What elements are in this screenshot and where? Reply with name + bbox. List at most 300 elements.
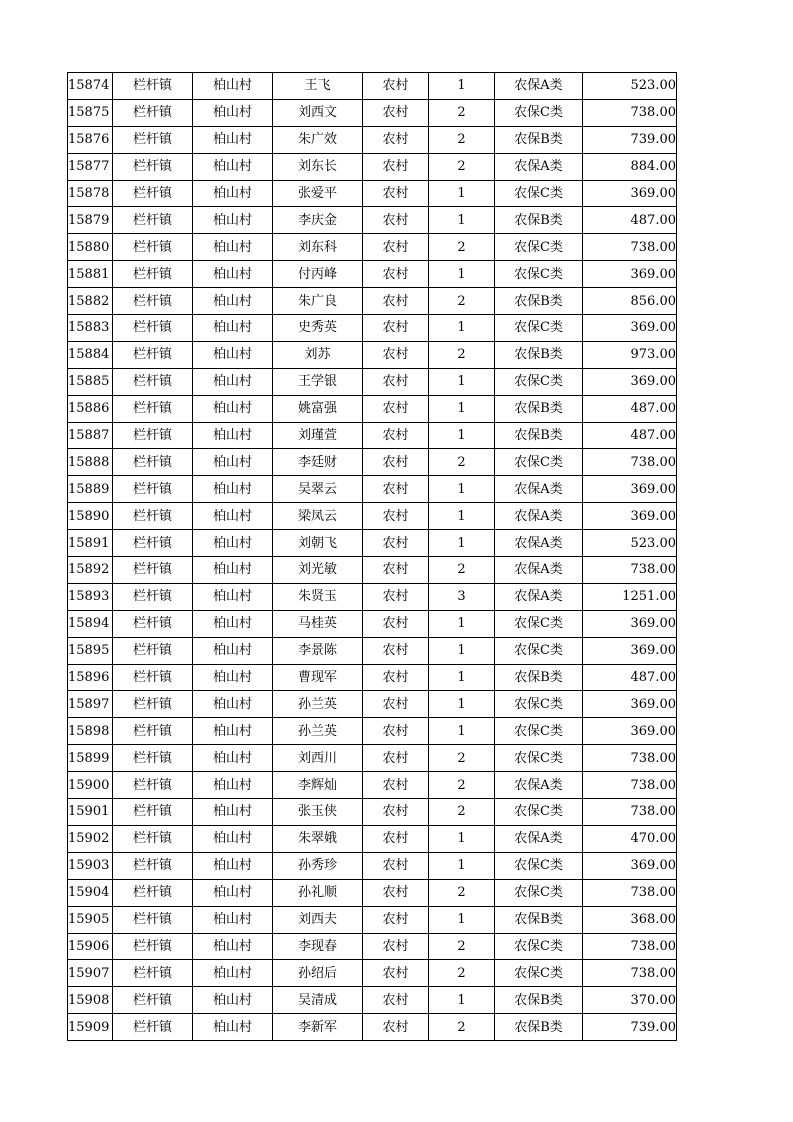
cell-name: 刘光敏 — [273, 557, 363, 584]
cell-record-id: 15903 — [68, 852, 113, 879]
cell-town: 栏杆镇 — [113, 906, 193, 933]
table-row — [68, 422, 677, 449]
cell-record-id: 15908 — [68, 987, 113, 1014]
cell-record-id: 15902 — [68, 825, 113, 852]
cell-amount: 470.00 — [583, 825, 677, 852]
cell-household-type: 农村 — [363, 126, 429, 153]
table-row — [68, 341, 677, 368]
cell-amount: 739.00 — [583, 1014, 677, 1041]
cell-household-type: 农村 — [363, 825, 429, 852]
cell-name: 梁凤云 — [273, 503, 363, 530]
cell-household-type: 农村 — [363, 637, 429, 664]
table-row — [68, 1014, 677, 1041]
cell-household-type: 农村 — [363, 73, 429, 100]
cell-category: 农保A类 — [495, 73, 583, 100]
cell-category: 农保B类 — [495, 1014, 583, 1041]
cell-household-type: 农村 — [363, 261, 429, 288]
cell-amount: 487.00 — [583, 207, 677, 234]
cell-town: 栏杆镇 — [113, 449, 193, 476]
cell-person-count: 1 — [429, 180, 495, 207]
cell-household-type: 农村 — [363, 180, 429, 207]
cell-person-count: 2 — [429, 772, 495, 799]
cell-amount: 369.00 — [583, 503, 677, 530]
cell-amount: 369.00 — [583, 261, 677, 288]
cell-name: 李庆金 — [273, 207, 363, 234]
cell-category: 农保B类 — [495, 987, 583, 1014]
cell-village: 柏山村 — [193, 476, 273, 503]
cell-village: 柏山村 — [193, 288, 273, 315]
cell-amount: 884.00 — [583, 153, 677, 180]
cell-village: 柏山村 — [193, 987, 273, 1014]
cell-village: 柏山村 — [193, 557, 273, 584]
cell-amount: 368.00 — [583, 906, 677, 933]
cell-household-type: 农村 — [363, 933, 429, 960]
cell-record-id: 15895 — [68, 637, 113, 664]
cell-village: 柏山村 — [193, 852, 273, 879]
cell-category: 农保C类 — [495, 879, 583, 906]
cell-household-type: 农村 — [363, 368, 429, 395]
table-row — [68, 180, 677, 207]
cell-name: 孙礼顺 — [273, 879, 363, 906]
cell-category: 农保C类 — [495, 449, 583, 476]
table-row — [68, 799, 677, 826]
cell-category: 农保C类 — [495, 933, 583, 960]
cell-category: 农保C类 — [495, 234, 583, 261]
cell-name: 王飞 — [273, 73, 363, 100]
cell-village: 柏山村 — [193, 933, 273, 960]
cell-record-id: 15876 — [68, 126, 113, 153]
cell-person-count: 1 — [429, 476, 495, 503]
cell-household-type: 农村 — [363, 234, 429, 261]
cell-name: 刘朝飞 — [273, 530, 363, 557]
cell-category: 农保C类 — [495, 180, 583, 207]
cell-name: 刘西川 — [273, 745, 363, 772]
table-row — [68, 315, 677, 342]
table-row — [68, 557, 677, 584]
table-row — [68, 288, 677, 315]
cell-village: 柏山村 — [193, 825, 273, 852]
cell-household-type: 农村 — [363, 987, 429, 1014]
cell-category: 农保B类 — [495, 341, 583, 368]
cell-category: 农保A类 — [495, 825, 583, 852]
cell-category: 农保B类 — [495, 422, 583, 449]
table-row — [68, 449, 677, 476]
cell-amount: 369.00 — [583, 476, 677, 503]
cell-category: 农保A类 — [495, 153, 583, 180]
cell-person-count: 2 — [429, 126, 495, 153]
cell-category: 农保B类 — [495, 395, 583, 422]
cell-amount: 369.00 — [583, 691, 677, 718]
cell-amount: 487.00 — [583, 395, 677, 422]
cell-town: 栏杆镇 — [113, 153, 193, 180]
cell-record-id: 15904 — [68, 879, 113, 906]
cell-name: 姚富强 — [273, 395, 363, 422]
cell-household-type: 农村 — [363, 772, 429, 799]
table-row — [68, 879, 677, 906]
table-row — [68, 745, 677, 772]
cell-village: 柏山村 — [193, 73, 273, 100]
cell-person-count: 2 — [429, 99, 495, 126]
cell-category: 农保A类 — [495, 530, 583, 557]
cell-record-id: 15892 — [68, 557, 113, 584]
cell-category: 农保C类 — [495, 745, 583, 772]
cell-household-type: 农村 — [363, 557, 429, 584]
cell-amount: 738.00 — [583, 799, 677, 826]
records-table — [67, 72, 677, 1041]
cell-household-type: 农村 — [363, 530, 429, 557]
cell-name: 付丙峰 — [273, 261, 363, 288]
cell-category: 农保B类 — [495, 288, 583, 315]
cell-name: 孙兰英 — [273, 691, 363, 718]
cell-amount: 369.00 — [583, 637, 677, 664]
cell-record-id: 15893 — [68, 583, 113, 610]
cell-amount: 738.00 — [583, 234, 677, 261]
cell-person-count: 1 — [429, 395, 495, 422]
cell-record-id: 15886 — [68, 395, 113, 422]
cell-record-id: 15888 — [68, 449, 113, 476]
cell-town: 栏杆镇 — [113, 610, 193, 637]
cell-name: 刘西夫 — [273, 906, 363, 933]
cell-name: 张爱平 — [273, 180, 363, 207]
cell-category: 农保C类 — [495, 691, 583, 718]
cell-person-count: 2 — [429, 557, 495, 584]
cell-village: 柏山村 — [193, 422, 273, 449]
table-row — [68, 691, 677, 718]
cell-category: 农保C类 — [495, 852, 583, 879]
cell-record-id: 15907 — [68, 960, 113, 987]
table-row — [68, 718, 677, 745]
cell-category: 农保B类 — [495, 207, 583, 234]
cell-record-id: 15890 — [68, 503, 113, 530]
cell-record-id: 15877 — [68, 153, 113, 180]
cell-name: 孙秀珍 — [273, 852, 363, 879]
cell-household-type: 农村 — [363, 852, 429, 879]
cell-category: 农保A类 — [495, 583, 583, 610]
cell-person-count: 1 — [429, 987, 495, 1014]
cell-person-count: 1 — [429, 718, 495, 745]
cell-town: 栏杆镇 — [113, 825, 193, 852]
cell-category: 农保A类 — [495, 476, 583, 503]
cell-town: 栏杆镇 — [113, 933, 193, 960]
cell-name: 刘东科 — [273, 234, 363, 261]
cell-person-count: 1 — [429, 691, 495, 718]
cell-record-id: 15898 — [68, 718, 113, 745]
cell-village: 柏山村 — [193, 583, 273, 610]
cell-record-id: 15878 — [68, 180, 113, 207]
cell-amount: 369.00 — [583, 315, 677, 342]
cell-category: 农保A类 — [495, 503, 583, 530]
cell-town: 栏杆镇 — [113, 207, 193, 234]
cell-record-id: 15882 — [68, 288, 113, 315]
cell-person-count: 1 — [429, 368, 495, 395]
table-row — [68, 852, 677, 879]
cell-amount: 738.00 — [583, 99, 677, 126]
cell-amount: 738.00 — [583, 772, 677, 799]
table-row — [68, 772, 677, 799]
cell-town: 栏杆镇 — [113, 73, 193, 100]
cell-name: 刘西文 — [273, 99, 363, 126]
cell-village: 柏山村 — [193, 745, 273, 772]
cell-town: 栏杆镇 — [113, 126, 193, 153]
cell-town: 栏杆镇 — [113, 503, 193, 530]
cell-household-type: 农村 — [363, 449, 429, 476]
cell-village: 柏山村 — [193, 664, 273, 691]
cell-household-type: 农村 — [363, 799, 429, 826]
cell-name: 刘苏 — [273, 341, 363, 368]
cell-amount: 523.00 — [583, 73, 677, 100]
cell-category: 农保A类 — [495, 557, 583, 584]
cell-record-id: 15894 — [68, 610, 113, 637]
table-row — [68, 207, 677, 234]
cell-village: 柏山村 — [193, 960, 273, 987]
cell-village: 柏山村 — [193, 153, 273, 180]
cell-record-id: 15891 — [68, 530, 113, 557]
cell-town: 栏杆镇 — [113, 261, 193, 288]
cell-person-count: 1 — [429, 73, 495, 100]
cell-name: 刘瑾萱 — [273, 422, 363, 449]
cell-town: 栏杆镇 — [113, 745, 193, 772]
cell-household-type: 农村 — [363, 207, 429, 234]
cell-town: 栏杆镇 — [113, 852, 193, 879]
cell-village: 柏山村 — [193, 503, 273, 530]
cell-person-count: 1 — [429, 906, 495, 933]
cell-town: 栏杆镇 — [113, 530, 193, 557]
cell-household-type: 农村 — [363, 503, 429, 530]
cell-amount: 369.00 — [583, 610, 677, 637]
cell-person-count: 1 — [429, 852, 495, 879]
table-row — [68, 73, 677, 100]
table-row — [68, 153, 677, 180]
table-row — [68, 933, 677, 960]
cell-record-id: 15887 — [68, 422, 113, 449]
table-row — [68, 987, 677, 1014]
cell-person-count: 2 — [429, 799, 495, 826]
cell-category: 农保C类 — [495, 718, 583, 745]
cell-town: 栏杆镇 — [113, 691, 193, 718]
cell-record-id: 15909 — [68, 1014, 113, 1041]
cell-amount: 369.00 — [583, 368, 677, 395]
cell-household-type: 农村 — [363, 745, 429, 772]
cell-category: 农保B类 — [495, 126, 583, 153]
cell-town: 栏杆镇 — [113, 341, 193, 368]
cell-category: 农保A类 — [495, 772, 583, 799]
cell-amount: 856.00 — [583, 288, 677, 315]
cell-village: 柏山村 — [193, 368, 273, 395]
cell-person-count: 1 — [429, 207, 495, 234]
cell-name: 马桂英 — [273, 610, 363, 637]
cell-person-count: 1 — [429, 261, 495, 288]
cell-amount: 738.00 — [583, 879, 677, 906]
cell-village: 柏山村 — [193, 207, 273, 234]
cell-village: 柏山村 — [193, 261, 273, 288]
cell-name: 王学银 — [273, 368, 363, 395]
cell-name: 李现春 — [273, 933, 363, 960]
table-row — [68, 825, 677, 852]
cell-name: 朱贤玉 — [273, 583, 363, 610]
cell-town: 栏杆镇 — [113, 879, 193, 906]
cell-town: 栏杆镇 — [113, 799, 193, 826]
cell-village: 柏山村 — [193, 879, 273, 906]
cell-household-type: 农村 — [363, 315, 429, 342]
cell-household-type: 农村 — [363, 718, 429, 745]
cell-household-type: 农村 — [363, 153, 429, 180]
cell-amount: 973.00 — [583, 341, 677, 368]
cell-amount: 369.00 — [583, 852, 677, 879]
cell-category: 农保B类 — [495, 906, 583, 933]
cell-name: 李新军 — [273, 1014, 363, 1041]
cell-village: 柏山村 — [193, 530, 273, 557]
cell-town: 栏杆镇 — [113, 234, 193, 261]
cell-village: 柏山村 — [193, 315, 273, 342]
table-row — [68, 960, 677, 987]
cell-category: 农保C类 — [495, 610, 583, 637]
cell-amount: 738.00 — [583, 745, 677, 772]
cell-village: 柏山村 — [193, 449, 273, 476]
cell-category: 农保C类 — [495, 799, 583, 826]
cell-person-count: 2 — [429, 234, 495, 261]
cell-village: 柏山村 — [193, 906, 273, 933]
cell-household-type: 农村 — [363, 99, 429, 126]
cell-person-count: 2 — [429, 960, 495, 987]
cell-record-id: 15874 — [68, 73, 113, 100]
table-row — [68, 583, 677, 610]
cell-town: 栏杆镇 — [113, 180, 193, 207]
cell-record-id: 15883 — [68, 315, 113, 342]
cell-town: 栏杆镇 — [113, 718, 193, 745]
cell-town: 栏杆镇 — [113, 960, 193, 987]
cell-name: 吴清成 — [273, 987, 363, 1014]
cell-village: 柏山村 — [193, 772, 273, 799]
cell-amount: 1251.00 — [583, 583, 677, 610]
cell-person-count: 2 — [429, 745, 495, 772]
cell-village: 柏山村 — [193, 234, 273, 261]
cell-name: 孙绍后 — [273, 960, 363, 987]
cell-person-count: 1 — [429, 315, 495, 342]
cell-village: 柏山村 — [193, 610, 273, 637]
cell-village: 柏山村 — [193, 99, 273, 126]
cell-town: 栏杆镇 — [113, 1014, 193, 1041]
cell-amount: 738.00 — [583, 960, 677, 987]
cell-person-count: 3 — [429, 583, 495, 610]
cell-amount: 369.00 — [583, 180, 677, 207]
cell-category: 农保C类 — [495, 99, 583, 126]
cell-village: 柏山村 — [193, 1014, 273, 1041]
cell-person-count: 2 — [429, 341, 495, 368]
cell-person-count: 1 — [429, 664, 495, 691]
cell-amount: 739.00 — [583, 126, 677, 153]
cell-town: 栏杆镇 — [113, 422, 193, 449]
cell-name: 孙兰英 — [273, 718, 363, 745]
cell-household-type: 农村 — [363, 960, 429, 987]
cell-village: 柏山村 — [193, 341, 273, 368]
cell-name: 吴翠云 — [273, 476, 363, 503]
cell-record-id: 15900 — [68, 772, 113, 799]
cell-amount: 738.00 — [583, 933, 677, 960]
cell-town: 栏杆镇 — [113, 772, 193, 799]
cell-household-type: 农村 — [363, 664, 429, 691]
cell-record-id: 15885 — [68, 368, 113, 395]
cell-household-type: 农村 — [363, 691, 429, 718]
cell-village: 柏山村 — [193, 799, 273, 826]
cell-town: 栏杆镇 — [113, 368, 193, 395]
cell-record-id: 15896 — [68, 664, 113, 691]
cell-village: 柏山村 — [193, 691, 273, 718]
table-row — [68, 610, 677, 637]
cell-town: 栏杆镇 — [113, 664, 193, 691]
cell-town: 栏杆镇 — [113, 99, 193, 126]
cell-household-type: 农村 — [363, 341, 429, 368]
cell-town: 栏杆镇 — [113, 395, 193, 422]
cell-name: 李景陈 — [273, 637, 363, 664]
cell-name: 朱广良 — [273, 288, 363, 315]
cell-household-type: 农村 — [363, 583, 429, 610]
cell-person-count: 1 — [429, 422, 495, 449]
cell-category: 农保B类 — [495, 664, 583, 691]
table-row — [68, 99, 677, 126]
cell-town: 栏杆镇 — [113, 315, 193, 342]
table-row — [68, 395, 677, 422]
cell-name: 刘东长 — [273, 153, 363, 180]
cell-town: 栏杆镇 — [113, 557, 193, 584]
cell-record-id: 15905 — [68, 906, 113, 933]
cell-amount: 523.00 — [583, 530, 677, 557]
cell-town: 栏杆镇 — [113, 987, 193, 1014]
cell-record-id: 15880 — [68, 234, 113, 261]
cell-category: 农保C类 — [495, 315, 583, 342]
cell-name: 朱翠娥 — [273, 825, 363, 852]
cell-town: 栏杆镇 — [113, 637, 193, 664]
cell-record-id: 15897 — [68, 691, 113, 718]
cell-person-count: 1 — [429, 503, 495, 530]
cell-amount: 738.00 — [583, 557, 677, 584]
cell-person-count: 1 — [429, 637, 495, 664]
cell-record-id: 15884 — [68, 341, 113, 368]
cell-person-count: 2 — [429, 288, 495, 315]
cell-household-type: 农村 — [363, 476, 429, 503]
table-row — [68, 261, 677, 288]
cell-village: 柏山村 — [193, 180, 273, 207]
cell-record-id: 15906 — [68, 933, 113, 960]
cell-record-id: 15889 — [68, 476, 113, 503]
cell-person-count: 2 — [429, 933, 495, 960]
cell-record-id: 15899 — [68, 745, 113, 772]
cell-category: 农保C类 — [495, 960, 583, 987]
cell-village: 柏山村 — [193, 718, 273, 745]
cell-household-type: 农村 — [363, 906, 429, 933]
cell-record-id: 15881 — [68, 261, 113, 288]
table-row — [68, 664, 677, 691]
cell-household-type: 农村 — [363, 288, 429, 315]
table-row — [68, 234, 677, 261]
cell-household-type: 农村 — [363, 395, 429, 422]
table-row — [68, 530, 677, 557]
cell-record-id: 15879 — [68, 207, 113, 234]
cell-person-count: 2 — [429, 879, 495, 906]
cell-town: 栏杆镇 — [113, 583, 193, 610]
cell-amount: 738.00 — [583, 449, 677, 476]
table-row — [68, 906, 677, 933]
cell-category: 农保C类 — [495, 637, 583, 664]
cell-household-type: 农村 — [363, 1014, 429, 1041]
cell-household-type: 农村 — [363, 422, 429, 449]
cell-person-count: 2 — [429, 449, 495, 476]
cell-record-id: 15875 — [68, 99, 113, 126]
cell-household-type: 农村 — [363, 879, 429, 906]
table-row — [68, 126, 677, 153]
cell-category: 农保C类 — [495, 368, 583, 395]
cell-record-id: 15901 — [68, 799, 113, 826]
cell-person-count: 1 — [429, 825, 495, 852]
